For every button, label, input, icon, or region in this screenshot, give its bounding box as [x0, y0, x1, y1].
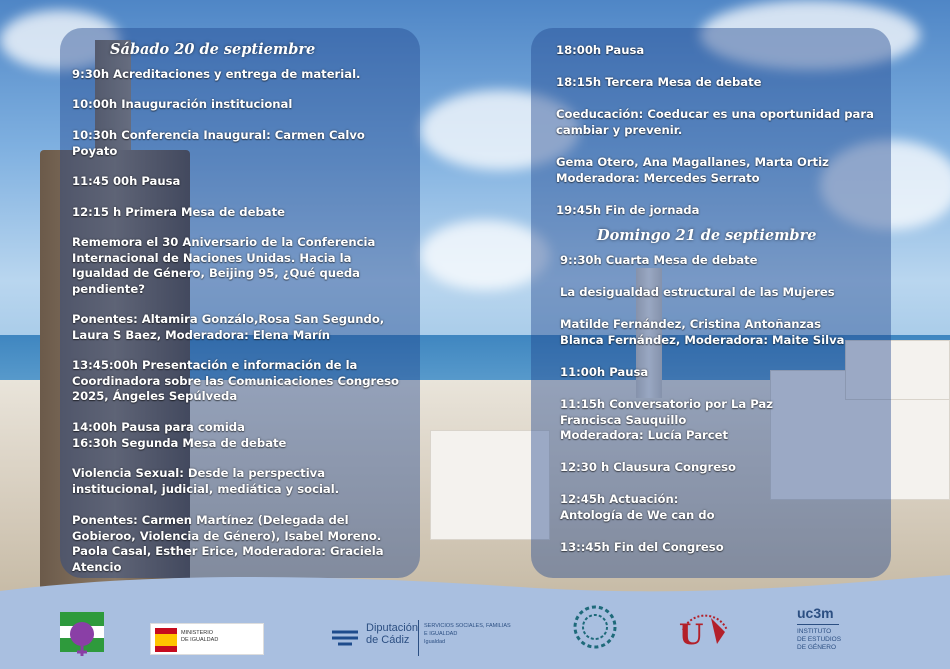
- day2-heading: Domingo 21 de septiembre: [597, 227, 817, 244]
- program-item: Matilde Fernández, Cristina Antoñanzas Blanca Fernández, Moderadora: Maite Silva: [560, 317, 845, 347]
- program-item: 11:00h Pausa: [560, 365, 649, 379]
- program-item: 11:15h Conversatorio por La Paz Francisca Sauquillo Moderadora: Lucía Parcet: [560, 397, 774, 442]
- uc3m-name: uc3m: [797, 605, 834, 621]
- diputacion-emblem-icon: [330, 624, 360, 650]
- diputacion-name: Diputación de Cádiz: [366, 622, 418, 646]
- program-item: 10:30h Conferencia Inaugural: Carmen Calvo Poyato: [72, 128, 365, 158]
- program-item: Violencia Sexual: Desde la perspectiva institucional, judicial, mediática y social.: [72, 466, 340, 496]
- program-item: 14:00h Pausa para comida 16:30h Segunda Mesa de debate: [72, 420, 287, 450]
- program-item: 18:00h Pausa: [556, 43, 645, 57]
- program-item: 9::30h Cuarta Mesa de debate: [560, 253, 758, 267]
- ministerio-label: MINISTERIO DE IGUALDAD: [181, 630, 219, 643]
- program-item: La desigualdad estructural de las Mujeres: [560, 285, 835, 299]
- program-item: 10:00h Inauguración institucional: [72, 97, 293, 111]
- program-item: Ponentes: Altamira Gonzálo,Rosa San Segundo, Laura S Baez, Moderadora: Elena Marín: [72, 312, 385, 342]
- program-item: 12:30 h Clausura Congreso: [560, 460, 736, 474]
- program-item: 12:45h Actuación: Antología de We can do: [560, 492, 715, 522]
- program-item: 13:45:00h Presentación e información de la Coordinadora sobre las Comunicaciones Congreso 2025, Ángeles Sepúlveda: [72, 358, 399, 403]
- program-item: 12:15 h Primera Mesa de debate: [72, 205, 285, 219]
- logo-divider: [418, 620, 419, 656]
- universidad-sevilla-logo: [675, 600, 735, 654]
- diputacion-cadiz-logo: [330, 620, 530, 660]
- ministerio-igualdad-logo: [150, 623, 264, 655]
- program-item: 11:45 00h Pausa: [72, 174, 181, 188]
- program-item: Coeducación: Coeducar es una oportunidad para cambiar y prevenir.: [556, 107, 874, 137]
- program-item: 19:45h Fin de jornada: [556, 203, 700, 217]
- association-logo: [58, 610, 106, 660]
- day1-heading: Sábado 20 de septiembre: [110, 41, 316, 58]
- program-item: Gema Otero, Ana Magallanes, Marta Ortiz Moderadora: Mercedes Serrato: [556, 155, 829, 185]
- sevilla-u-letter: U: [679, 618, 704, 651]
- uc3m-institute: INSTITUTO DE ESTUDIOS DE GÉNERO: [797, 628, 842, 651]
- program-item: 9:30h Acreditaciones y entrega de material.: [72, 67, 361, 81]
- program-item: 13::45h Fin del Congreso: [560, 540, 724, 554]
- spain-flag-icon: [155, 628, 177, 652]
- uc3m-divider: [797, 624, 839, 625]
- geometric-ornament-logo: [570, 602, 620, 652]
- program-item: Rememora el 30 Aniversario de la Conferencia Internacional de Naciones Unidas. Hacia la Igualdad de Género, Beijing 95, ¿Qué queda pendiente?: [72, 235, 376, 296]
- program-item: Ponentes: Carmen Martínez (Delegada del Gobieroo, Violencia de Género), Isabel Moreno. Paola Casal, Esther Erice, Moderadora: Graciela Atencio: [72, 513, 384, 574]
- program-item: 18:15h Tercera Mesa de debate: [556, 75, 762, 89]
- diputacion-services: SERVICIOS SOCIALES, FAMILIAS E IGUALDAD Igualdad: [424, 623, 511, 645]
- uc3m-logo: [797, 605, 877, 660]
